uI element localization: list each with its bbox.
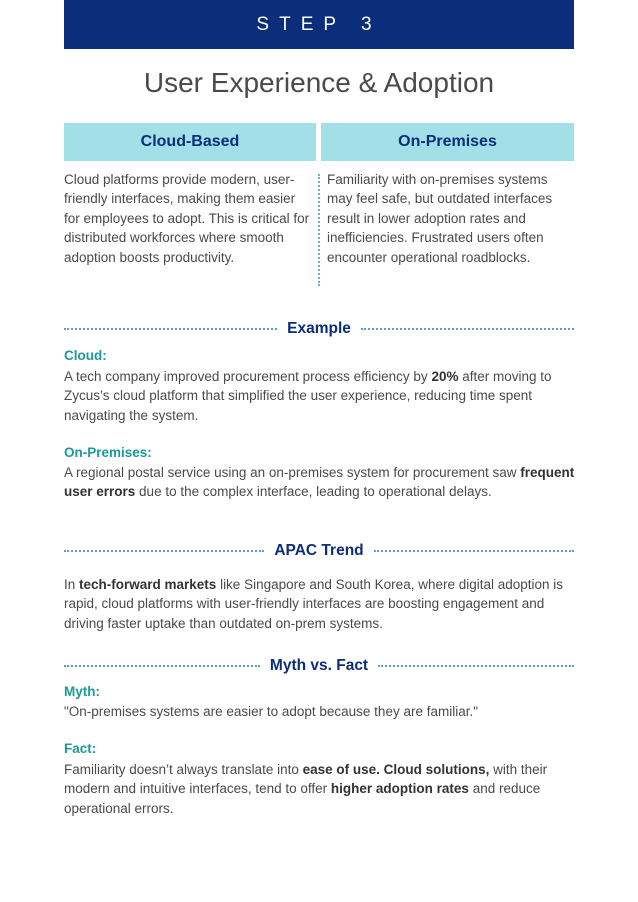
fact-highlight: higher adoption rates <box>330 781 469 797</box>
myth-fact-heading-label: Myth vs. Fact <box>269 657 369 674</box>
onprem-example-text-part: A regional postal service using an on-premises system for procurement saw <box>64 465 521 480</box>
myth-label: Myth: <box>64 684 100 699</box>
onprem-example-text <box>64 463 576 502</box>
myth-fact-heading <box>64 656 574 676</box>
myth-fact-rule-left <box>64 665 260 667</box>
onprem-example-highlight: frequent user errors <box>64 465 575 500</box>
apac-rule-left <box>64 550 264 552</box>
example-heading-label: Example <box>287 320 351 337</box>
apac-highlight: tech-forward markets <box>79 577 217 592</box>
step-banner-text: STEP 3 <box>256 13 382 35</box>
example-heading <box>64 319 574 339</box>
apac-trend-heading-label: APAC Trend <box>274 542 364 559</box>
page-title: User Experience & Adoption <box>143 67 495 98</box>
cloud-example-text <box>64 367 576 425</box>
fact-text <box>64 760 576 818</box>
onprem-example-label: On-Premises: <box>64 445 152 460</box>
fact-text-part: with their modern and intuitive interfaces, tend to offer <box>64 762 548 797</box>
cloud-based-header-label: Cloud-Based <box>140 133 240 150</box>
fact-text-part: and reduce operational errors. <box>64 781 541 816</box>
apac-rule-right <box>374 550 574 552</box>
cloud-example-highlight: 20% <box>431 369 459 384</box>
myth-text: "On-premises systems are easier to adopt because they are familiar." <box>64 704 479 719</box>
fact-label: Fact: <box>64 741 97 756</box>
fact-text-part: Familiarity doesn’t always translate into <box>64 762 303 777</box>
example-rule-right <box>361 328 574 330</box>
column-divider <box>318 174 320 286</box>
on-premises-header-label: On-Premises <box>398 133 497 150</box>
cloud-based-description: Cloud platforms provide modern, user-friendly interfaces, making them easier for employees to adopt. This is critical for distributed workforces where smooth adoption boosts productivity. <box>64 172 310 265</box>
apac-text-part: like Singapore and South Korea, where digital adoption is rapid, cloud platforms with user-friendly interfaces are boosting engagement and driving faster uptake than outdated on-prem systems. <box>64 577 564 631</box>
on-premises-header <box>321 123 574 161</box>
cloud-example-label: Cloud: <box>64 348 107 363</box>
cloud-based-header <box>64 123 316 161</box>
myth-fact-rule-right <box>378 665 574 667</box>
step-banner <box>64 0 574 49</box>
example-rule-left <box>64 328 277 330</box>
onprem-example-text-part: due to the complex interface, leading to operational delays. <box>135 484 492 500</box>
cloud-example-text-part: A tech company improved procurement process efficiency by <box>64 369 432 384</box>
cloud-example-text-part: after moving to Zycus’s cloud platform that simplified the user experience, reducing time spent navigating the system. <box>64 369 552 423</box>
fact-highlight: ease of use. Cloud solutions, <box>302 762 490 777</box>
apac-trend-text <box>64 575 576 633</box>
apac-trend-heading <box>64 541 574 561</box>
on-premises-description: Familiarity with on-premises systems may feel safe, but outdated interfaces result in lower adoption rates and inefficiencies. Frustrated users often encounter operational roadblocks. <box>327 172 553 265</box>
apac-text-part: In <box>64 577 80 592</box>
